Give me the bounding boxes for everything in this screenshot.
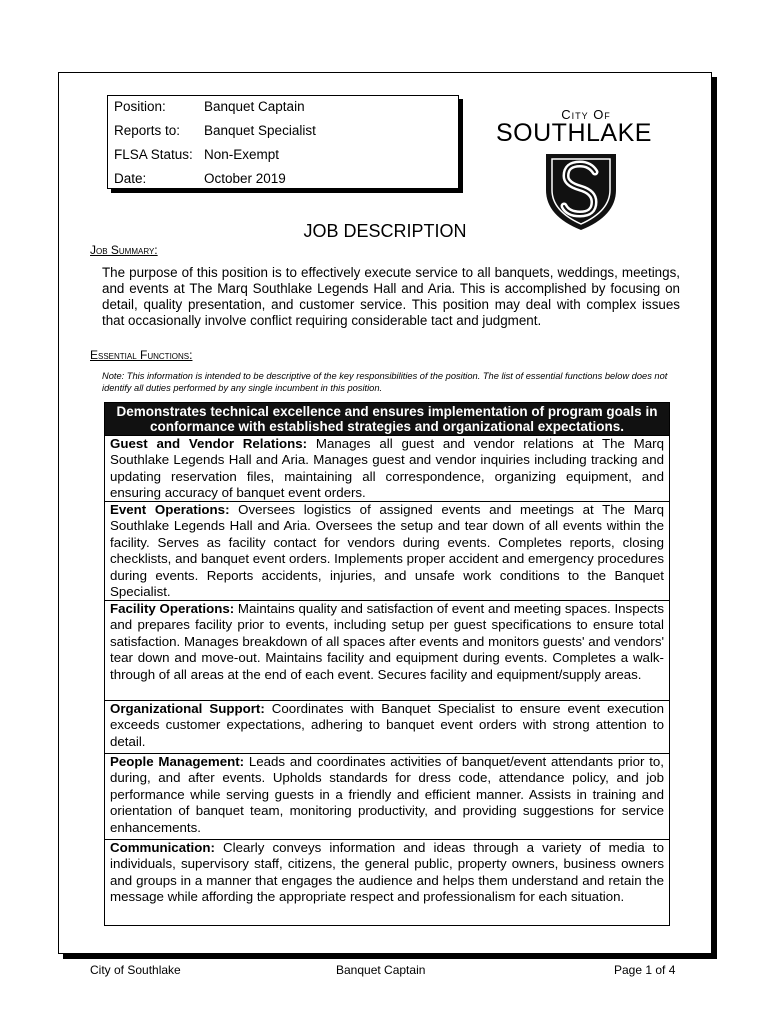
function-title: Facility Operations:: [110, 601, 235, 616]
function-text: Oversees logistics of assigned events and meetings at The Marq Southlake Legends Hall and Aria. Oversees the setup and tear down of all events within the facility. Serves as facility contact for vendors during events. Completes reports, closing checklists, and banquet event orders. Implements proper accident and emergency procedures during events. Reports accidents, injuries, and unsafe work conditions to the Banquet Specialist.: [110, 502, 664, 600]
reports-value: Banquet Specialist: [204, 123, 316, 138]
flsa-label: FLSA Status:: [114, 147, 193, 162]
function-facility-operations: [105, 600, 669, 700]
date-row: [114, 171, 286, 187]
function-title: Guest and Vendor Relations:: [110, 436, 308, 451]
job-summary-text: The purpose of this position is to effectively execute service to all banquets, weddings, meetings, and events at The Marq Southlake Legends Hall and Aria. This is accomplished by focusing on detail, quality presentation, and customer service. This position may deal with complex issues that occasionally involve conflict requiring considerable tact and judgment.: [102, 265, 680, 328]
function-people-management: [105, 753, 669, 839]
logo-city-of: City Of: [561, 107, 611, 122]
function-text: Coordinates with Banquet Specialist to ensure event execution exceeds customer expectations, adhering to banquet event orders with strong attention to detail.: [110, 701, 665, 749]
logo-southlake: SOUTHLAKE: [496, 119, 652, 147]
function-text: Clearly conveys information and ideas through a variety of media to individuals, supervisory staff, citizens, the general public, property owners, business owners and groups in a manner that engages the audience and helps them understand and retain the message while affording the appropriate respect and professionalism for each situation.: [110, 840, 664, 905]
function-guest-vendor: [105, 435, 669, 501]
function-communication: [105, 839, 669, 925]
functions-table: [104, 402, 670, 926]
page-title: JOB DESCRIPTION: [303, 221, 467, 241]
function-title: Event Operations:: [110, 502, 230, 517]
position-value: Banquet Captain: [204, 99, 305, 114]
function-title: People Management:: [110, 754, 245, 769]
function-event-operations: [105, 501, 669, 600]
position-row: [114, 99, 305, 115]
essential-functions-heading: Essential Functions:: [90, 348, 193, 362]
reports-row: [114, 123, 316, 139]
reports-label: Reports to:: [114, 123, 181, 138]
function-text: Leads and coordinates activities of banquet/event attendants prior to, during, and after events. Upholds standards for dress code, attendance policy, and job performance while serving guests in a friendly and efficient manner. Assists in training and orientation of banquet team, monitoring productivity, and providing suggestions for service enhancements.: [110, 754, 664, 835]
footer-center: Banquet Captain: [336, 963, 426, 977]
functions-note: Note: This information is intended to be descriptive of the key responsibilities of the position. The list of essential functions below does not identify all duties performed by any single incumbent in this position.: [102, 371, 668, 393]
function-text: Maintains quality and satisfaction of event and meeting spaces. Inspects and prepares facility prior to events, including setup per guest specifications to ensure total satisfaction. Manages breakdown of all spaces after events and monitors guests' and vendors' tear down and move-out. Maintains facility and equipment during events. Completes a walk-through of all areas at the end of each event. Secures facility and equipment/supply areas.: [110, 601, 664, 682]
footer-right: Page 1 of 4: [614, 963, 676, 977]
function-title: Organizational Support:: [110, 701, 265, 716]
flsa-row: [114, 147, 279, 163]
function-organizational-support: [105, 700, 669, 753]
position-info-box: [107, 95, 459, 189]
date-label: Date:: [114, 171, 147, 186]
position-label: Position:: [114, 99, 166, 114]
function-title: Communication:: [110, 840, 215, 855]
shield-icon: [540, 150, 622, 232]
footer-left: City of Southlake: [90, 963, 181, 977]
flsa-value: Non-Exempt: [204, 147, 280, 162]
job-summary-heading: Job Summary:: [90, 243, 158, 257]
table-heading: Demonstrates technical excellence and ensures implementation of program goals in conformance with established strategies and organizational expectations.: [105, 403, 669, 435]
date-value: October 2019: [204, 171, 286, 186]
function-text: Manages all guest and vendor relations at The Marq Southlake Legends Hall and Aria. Manages guest and vendor inquiries including tracking and updating reservation files, maintaining all correspondence, organizing equipment, and ensuring accuracy of banquet event orders.: [110, 436, 664, 501]
city-logo: [496, 104, 671, 232]
